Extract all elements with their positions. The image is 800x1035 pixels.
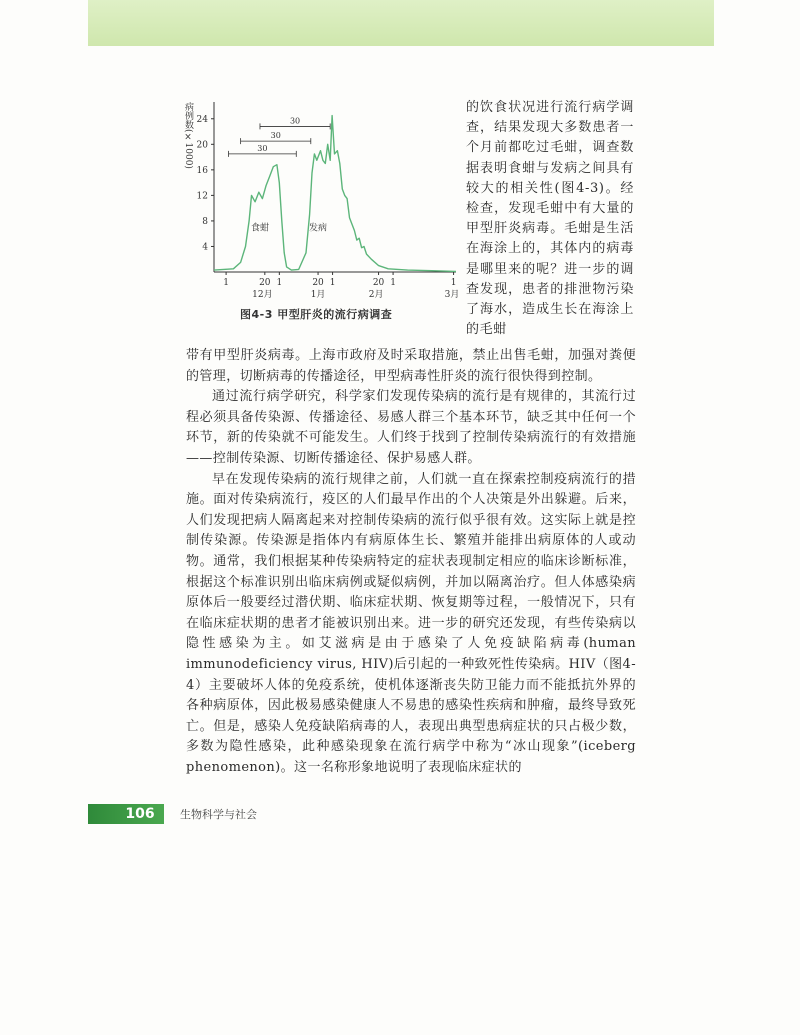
paragraph-2: 通过流行病学研究，科学家们发现传染病的流行是有规律的，其流行过程必须具备传染源、传播途径、易感人群三个基本环节，缺乏其中任何一个环节，新的传染就不可能发生。人们终于找到了控制传染病流行的有效措施——控制传染源、切断传播途径、保护易感人群。 — [186, 389, 636, 466]
month-label: 2月 — [368, 290, 384, 300]
x-tick-label: 1 — [223, 278, 229, 288]
main-text — [186, 346, 636, 778]
y-tick-label: 16 — [196, 165, 208, 176]
x-tick-label: 20 — [372, 278, 385, 288]
interval-label: 30 — [257, 143, 268, 153]
header-band — [88, 0, 714, 46]
x-tick-label: 1 — [390, 278, 396, 288]
chart-svg — [180, 92, 470, 302]
side-paragraph — [466, 98, 634, 340]
y-tick-label: 24 — [196, 114, 208, 125]
y-tick-label: 12 — [196, 191, 208, 202]
y-tick-label: 20 — [196, 140, 208, 151]
y-tick-label: 4 — [202, 242, 208, 253]
interval-label: 30 — [270, 131, 281, 141]
figure-caption — [240, 306, 392, 322]
month-label: 12月 — [252, 290, 273, 300]
interval-label: 30 — [289, 116, 301, 126]
y-axis-label: 病例数(×1000) — [183, 102, 193, 169]
figure-caption-text: 图4-3 甲型肝炎的流行病调查 — [240, 308, 393, 321]
x-tick-label: 1 — [276, 278, 283, 288]
x-tick-label: 20 — [259, 278, 271, 288]
epidemic-chart — [180, 92, 470, 332]
x-tick-label: 20 — [312, 278, 324, 288]
month-label: 3月 — [444, 290, 460, 300]
curve-annotation: 食蚶 — [250, 223, 269, 234]
y-tick-label: 8 — [202, 216, 208, 227]
curve-annotation: 发病 — [309, 223, 328, 234]
x-tick-label: 1 — [329, 278, 336, 288]
side-paragraph-text: 的饮食状况进行流行病学调查，结果发现大多数患者一个月前都吃过毛蚶，调查数据表明食蚶与发病之间具有较大的相关性(图4-3)。经检查，发现毛蚶中有大量的甲型肝炎病毒。毛蚶是生活在海涂上的，其体内的病毒是哪里来的呢？进一步的调查发现，患者的排泄物污染了海水，造成生长在海涂上的毛蚶 — [466, 100, 634, 338]
paragraph-3: 早在发现传染病的流行规律之前，人们就一直在探索控制疫病流行的措施。面对传染病流行，疫区的人们最早作出的个人决策是外出躲避。后来，人们发现把病人隔离起来对控制传染病的流行似乎很有效。这实际上就是控制传染源。传染源是指体内有病原体生长、繁殖并能排出病原体的人或动物。通常，我们根据某种传染病特定的症状表现制定相应的临床诊断标准，根据这个标准识别出临床病例或疑似病例，并加以隔离治疗。但人体感染病原体后一般要经过潜伏期、临床症状期、恢复期等过程，一般情况下，只有在临床症状期的患者才能被识别出来。进一步的研究还发现，有些传染病以隐性感染为主。如艾滋病是由于感染了人免疫缺陷病毒(human immunodeficiency virus, HIV)后引起的一种致死性传染病。HIV（图4-4）主要破坏人体的免疫系统，使机体逐渐丧失防卫能力而不能抵抗外界的各种病原体，因此极易感染健康人不易患的感染性疾病和肿瘤，最终导致死亡。但是，感染人免疫缺陷病毒的人，表现出典型患病症状的只占极少数，多数为隐性感染，此种感染现象在流行病学中称为“冰山现象”(iceberg phenomenon)。这一名称形象地说明了表现临床症状的 — [186, 471, 636, 775]
page-number: 106 — [125, 806, 155, 822]
paragraph-continuation: 带有甲型肝炎病毒。上海市政府及时采取措施，禁止出售毛蚶，加强对粪便的管理，切断病毒的传播途径，甲型病毒性肝炎的流行很快得到控制。 — [186, 348, 636, 384]
epidemic-curve — [214, 116, 456, 272]
book-title: 生物科学与社会 — [180, 808, 257, 821]
month-label: 1月 — [310, 290, 326, 300]
x-tick-label: 1 — [450, 278, 457, 288]
